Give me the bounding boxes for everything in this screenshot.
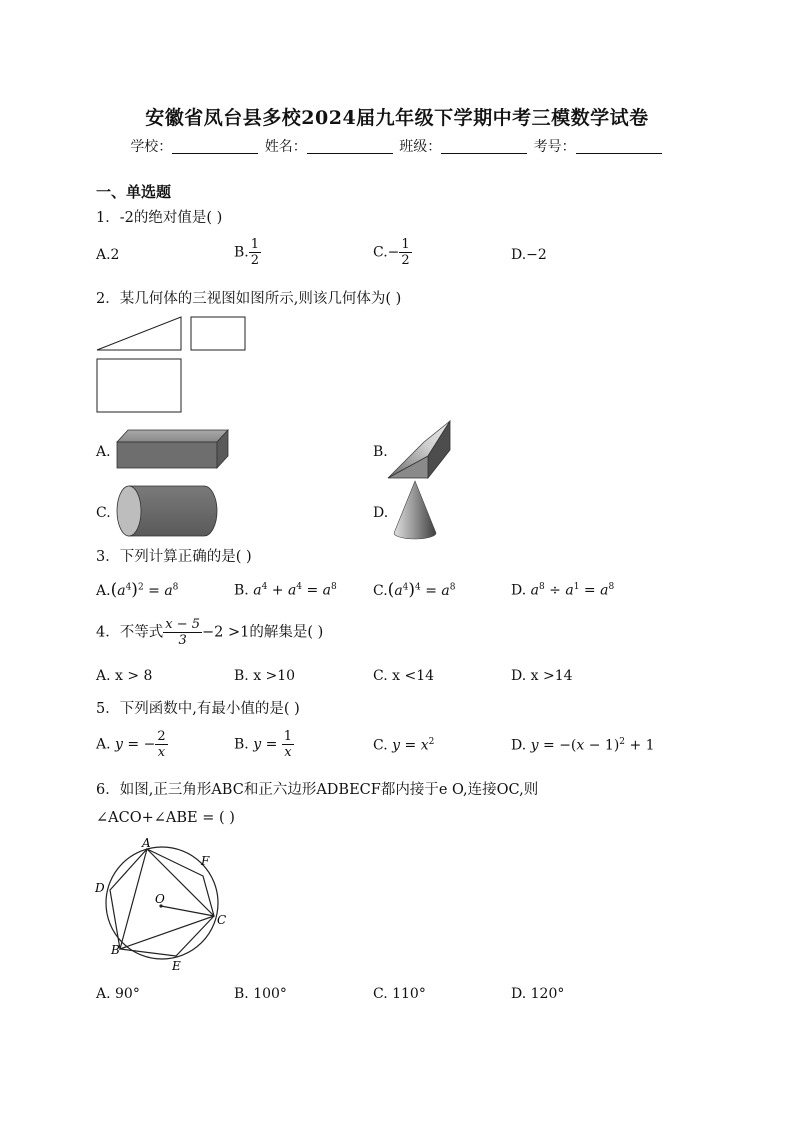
q1-b-den: 2 <box>250 253 260 268</box>
q5-option-b[interactable]: B. y = $\frac{1}{x}$ <box>234 729 293 760</box>
name-label: 姓名： <box>264 139 307 155</box>
q1-b-num: 1 <box>250 237 260 252</box>
three-view-figure <box>90 312 260 417</box>
q3-option-a[interactable]: $A.(a^4)^2 = a^8$ <box>96 580 179 600</box>
q4-fraction <box>163 617 202 648</box>
inscribed-polygons-figure <box>90 836 240 976</box>
triangular-prism-figure <box>384 418 456 482</box>
q1-stem: 1．-2的绝对值是( ) <box>96 210 223 226</box>
q2-option-d-label[interactable]: D. <box>373 505 389 521</box>
q6-stem: 6．如图,正三角形ABC和正六边形ADBECF都内接于e O,连接OC,则 <box>96 782 539 798</box>
q2-option-a-label[interactable]: A. <box>96 444 111 460</box>
school-blank[interactable] <box>172 139 258 154</box>
q1-c-den: 2 <box>401 253 410 268</box>
q3-option-b[interactable]: B. $a^4 + a^4 = a^8$ <box>234 582 337 599</box>
q5-a-fraction: $\frac{2}{x}$ <box>157 729 166 760</box>
q1-b-prefix: B. <box>234 244 249 261</box>
q5-option-d[interactable]: D. $y = -(x - 1)^2 + 1$ <box>511 737 655 754</box>
q6-option-c[interactable]: C. 110° <box>373 986 426 1002</box>
q5-stem: 5．下列函数中,有最小值的是( ) <box>96 701 300 717</box>
q3-option-c[interactable]: $C.(a^4)^4 = a^8$ <box>373 580 456 600</box>
q1-option-a[interactable]: A.2 <box>96 247 120 263</box>
school-label: 学校： <box>130 139 173 155</box>
side-view-rect <box>191 317 245 350</box>
q6-stem-continued: ∠ACO+∠ABE = ( ) <box>96 810 235 826</box>
label-f: F <box>201 854 210 868</box>
q6-option-d[interactable]: D. 120° <box>511 986 565 1002</box>
section-heading: 一、单选题 <box>96 183 172 201</box>
q4-stem-post: −2 >1的解集是( ) <box>202 624 324 641</box>
q4-num: x − 5 <box>165 617 200 632</box>
q4-option-c[interactable]: C. x <14 <box>373 668 435 684</box>
q2-option-c-label[interactable]: C. <box>96 505 111 521</box>
label-b: B <box>111 943 120 957</box>
q2-stem: 2．某几何体的三视图如图所示,则该几何体为( ) <box>96 291 402 307</box>
q4-den: 3 <box>178 633 187 648</box>
exam-number-label: 考号： <box>533 139 576 155</box>
student-info-line <box>0 136 794 156</box>
name-blank[interactable] <box>307 139 393 154</box>
label-c: C <box>217 913 227 927</box>
q6-option-b[interactable]: B. 100° <box>234 986 287 1002</box>
q1-c-prefix: C.− <box>373 244 400 261</box>
class-blank[interactable] <box>441 139 527 154</box>
q5-option-a[interactable]: A. y = − $\frac{2}{x}$ <box>96 729 166 760</box>
q5-b-fraction: $\frac{1}{x}$ <box>283 729 293 760</box>
cone-figure <box>390 479 440 543</box>
class-label: 班级： <box>399 139 442 155</box>
rectangular-prism-figure <box>114 428 232 472</box>
q1-b-fraction <box>249 237 261 268</box>
q1-option-d[interactable]: D.−2 <box>511 247 547 263</box>
q6-option-a[interactable]: A. 90° <box>96 986 140 1002</box>
q3-stem: 3．下列计算正确的是( ) <box>96 549 252 565</box>
label-d: D <box>95 881 105 895</box>
front-view-triangle <box>97 317 181 350</box>
q1-c-num: 1 <box>401 237 410 252</box>
q4-option-d[interactable]: D. x >14 <box>511 668 573 684</box>
q4-option-a[interactable]: A. x > 8 <box>96 668 153 684</box>
q1-option-c[interactable] <box>373 237 412 268</box>
exam-number-blank[interactable] <box>576 139 662 154</box>
label-a: A <box>142 836 151 850</box>
q5-option-c[interactable]: C. $y = x^2$ <box>373 737 435 754</box>
label-e: E <box>172 959 181 973</box>
q1-option-b[interactable] <box>234 237 261 268</box>
label-o: O <box>155 892 165 906</box>
q1-c-fraction <box>399 237 411 268</box>
q4-stem-pre: 4．不等式 <box>96 624 164 641</box>
cylinder-figure <box>114 484 222 538</box>
q2-option-b-label[interactable]: B. <box>373 444 388 460</box>
top-view-rect <box>97 359 181 412</box>
page-title: 安徽省凤台县多校2024届九年级下学期中考三模数学试卷 <box>145 107 649 129</box>
q4-option-b[interactable]: B. x >10 <box>234 668 296 684</box>
q3-option-d[interactable]: D. $a^8 \div a^1 = a^8$ <box>511 582 615 599</box>
q4-stem <box>96 617 323 648</box>
